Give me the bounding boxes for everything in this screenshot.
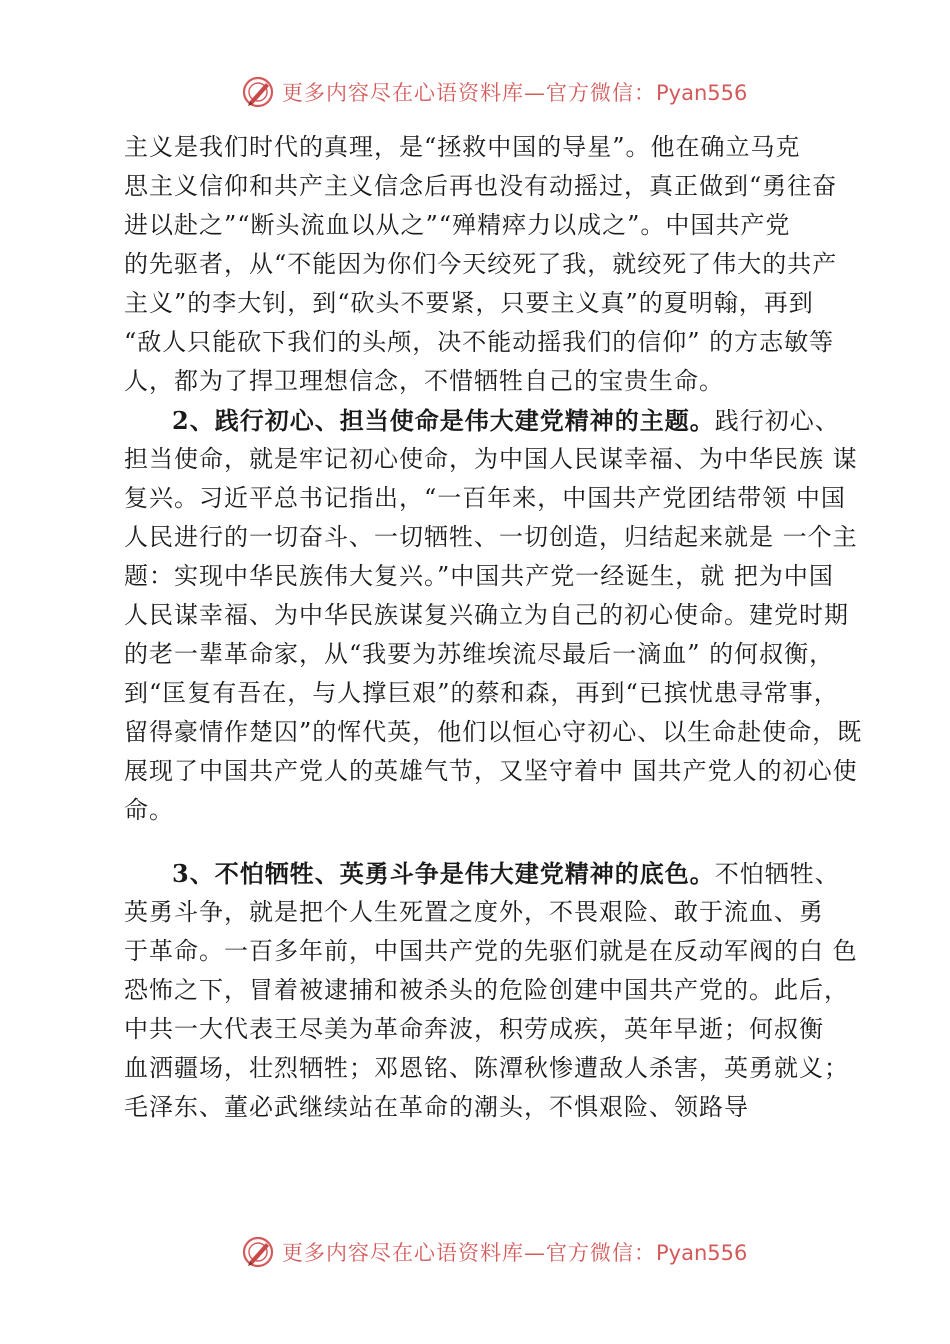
pen-logo-icon bbox=[240, 1234, 276, 1270]
paragraph-2-lead: 践行初心、 bbox=[714, 407, 840, 435]
text-line: 思主义信仰和共产主义信念后再也没有动摇过，真正做到“勇往奋 bbox=[124, 172, 838, 200]
text-line: 留得豪情作楚囚”的恽代英，他们以恒心守初心、以生命赴使命，既 bbox=[124, 718, 863, 746]
text-line: 的先驱者，从“不能因为你们今天绞死了我，就绞死了伟大的共产 bbox=[124, 250, 838, 278]
paragraph-3-first-line bbox=[124, 854, 869, 893]
paragraph-2-heading: 2、践行初心、担当使命是伟大建党精神的主题。 bbox=[172, 406, 715, 435]
text-line: 主义”的李大钊，到“砍头不要紧，只要主义真”的夏明翰，再到 bbox=[124, 289, 814, 317]
text-line: 毛泽东、董必武继续站在革命的潮头，不惧艰险、领路导 bbox=[124, 1093, 749, 1121]
text-line: 担当使命，就是牢记初心使命，为中国人民谋幸福、为中华民族 谋 bbox=[124, 445, 858, 473]
header-banner bbox=[0, 72, 950, 112]
footer-banner-main: 更多内容尽在心语资料库 bbox=[282, 1241, 524, 1265]
footer-banner bbox=[0, 1232, 950, 1272]
paragraph-1 bbox=[124, 128, 869, 401]
text-line: 人，都为了捍卫理想信念，不惜牺牲自己的宝贵生命。 bbox=[124, 367, 724, 395]
header-banner-sep: — bbox=[524, 81, 546, 105]
text-line: “敌人只能砍下我们的头颅，决不能动摇我们的信仰” 的方志敏等 bbox=[124, 328, 835, 356]
paragraph-3-heading: 3、不怕牺牲、英勇斗争是伟大建党精神的底色。 bbox=[172, 859, 715, 888]
paragraph-2 bbox=[124, 401, 869, 830]
text-line: 到“匡复有吾在，与人撑巨艰”的蔡和森，再到“已摈忧患寻常事， bbox=[124, 679, 839, 707]
paragraph-2-first-line bbox=[124, 401, 869, 440]
text-line: 人民进行的一切奋斗、一切牺牲、一切创造，归结起来就是 一个主 bbox=[124, 523, 858, 551]
text-line: 中共一大代表王尽美为革命奔波，积劳成疾，英年早逝；何叔衡 bbox=[124, 1015, 824, 1043]
header-banner-official: 官方微信： bbox=[546, 81, 656, 105]
text-line: 主义是我们时代的真理，是“拯救中国的导星”。他在确立马克 bbox=[124, 133, 801, 161]
text-line: 英勇斗争，就是把个人生死置之度外，不畏艰险、敢于流血、勇 bbox=[124, 898, 824, 926]
footer-wechat-id: Pyan556 bbox=[656, 1241, 748, 1265]
text-line: 的老一辈革命家，从“我要为苏维埃流尽最后一滴血” 的何叔衡， bbox=[124, 640, 835, 668]
text-line: 人民谋幸福、为中华民族谋复兴确立为自己的初心使命。建党时期 bbox=[124, 601, 849, 629]
text-line: 题：实现中华民族伟大复兴。”中国共产党一经诞生，就 把为中国 bbox=[124, 562, 834, 590]
document-body bbox=[124, 128, 869, 1127]
header-wechat-id: Pyan556 bbox=[656, 81, 748, 105]
text-line: 于革命。一百多年前，中国共产党的先驱们就是在反动军阀的白 色 bbox=[124, 937, 858, 965]
paragraph-3 bbox=[124, 854, 869, 1127]
header-banner-main: 更多内容尽在心语资料库 bbox=[282, 81, 524, 105]
text-line: 复兴。习近平总书记指出，“一百年来，中国共产党团结带领 中国 bbox=[124, 484, 846, 512]
header-banner-text bbox=[282, 77, 747, 107]
text-line: 进以赴之”“断头流血以从之”“殚精瘁力以成之”。中国共产党 bbox=[124, 211, 791, 239]
footer-banner-sep: — bbox=[524, 1241, 546, 1265]
footer-banner-official: 官方微信： bbox=[546, 1241, 656, 1265]
paragraph-3-lead: 不怕牺牲、 bbox=[714, 860, 840, 888]
text-line: 恐怖之下，冒着被逮捕和被杀头的危险创建中国共产党的。此后， bbox=[124, 976, 849, 1004]
text-line: 命。 bbox=[124, 796, 174, 824]
text-line: 展现了中国共产党人的英雄气节，又坚守着中 国共产党人的初心使 bbox=[124, 757, 858, 785]
pen-logo-icon bbox=[240, 74, 276, 110]
paragraph-gap bbox=[124, 830, 869, 854]
footer-banner-text bbox=[282, 1237, 747, 1267]
text-line: 血洒疆场，壮烈牺牲；邓恩铭、陈潭秋惨遭敌人杀害，英勇就义； bbox=[124, 1054, 849, 1082]
